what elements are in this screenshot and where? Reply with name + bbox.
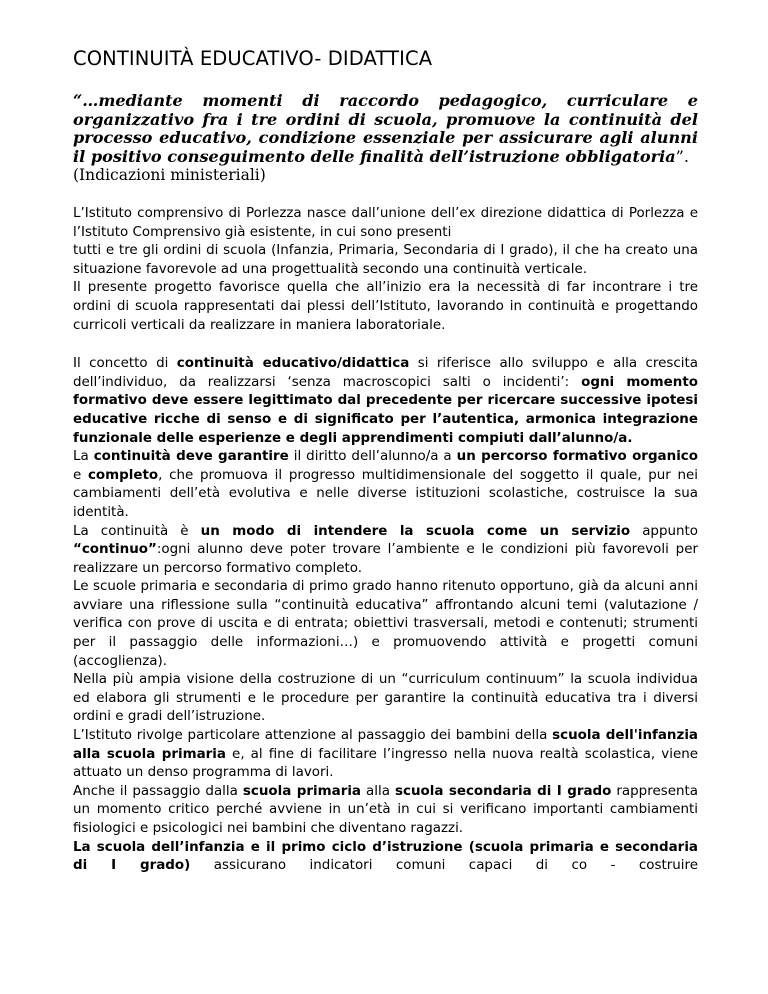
document-page (73, 44, 698, 876)
paragraph-curriculum: Nella più ampia visione della costruzione di un “curriculum continuum” la scuola individua ed elabora gli strumenti e le procedure per garantire la continuità educativa tra i diversi ordini e gradi dell’istruzione. (73, 672, 698, 725)
document-title: CONTINUITÀ EDUCATIVO- DIDATTICA (73, 47, 433, 70)
bold-run: “continuo” (73, 542, 157, 558)
intro-paragraph-1: L’Istituto comprensivo di Porlezza nasce dall’unione dell’ex direzione didattica di Porlezza e l’Istituto Comprensivo già esistente, in cui sono presenti (73, 206, 698, 240)
bold-run: scuola primaria (242, 783, 361, 799)
quote-text: “…mediante momenti di raccordo pedagogico, curriculare e organizzativo fra i tre ordini di scuola, promuove la continuità del processo educativo, condizione essenziale per assicurare agli alunni il positivo conseguimento delle finalità dell’istruzione obbligatoria (73, 91, 698, 166)
text-run: appunto (630, 523, 699, 539)
text-run: La continuità è (73, 523, 201, 539)
text-run: assicurano indicatori comuni capaci di co - costruire (190, 858, 698, 874)
quote (73, 92, 698, 166)
paragraph-secondary (73, 783, 698, 839)
text-run: e (73, 467, 88, 483)
text-run: alla (361, 783, 395, 799)
text-run: :ogni alunno deve poter trovare l’ambiente e le condizioni più favorevoli per realizzare un percorso formativo completo. (73, 542, 698, 576)
text-run: La (73, 449, 94, 465)
paragraph-concept (73, 355, 698, 448)
paragraph-guarantee (73, 448, 698, 522)
bold-run: continuità educativo/didattica (176, 356, 410, 372)
text-run: il diritto dell’alunno/a a (288, 449, 457, 465)
text-run: e, al fine di facilitare l’ingresso nella nuova realtà scolastica, viene attuato un denso programma di lavori. (73, 746, 698, 781)
body-section (73, 355, 698, 876)
bold-run: un modo di intendere la scuola come un servizio (200, 523, 631, 539)
paragraph-service (73, 523, 698, 579)
bold-run: scuola secondaria di I grado (394, 783, 612, 799)
text-run: Anche il passaggio dalla (73, 783, 243, 799)
paragraph-infancy (73, 727, 698, 783)
intro-section (73, 205, 698, 335)
text-run: , che promuova il progresso multidimensionale del soggetto il quale, pur nei cambiamenti dell’età evolutiva e nelle diverse istituzioni scolastiche, costruisce la sua identità. (73, 467, 699, 520)
intro-paragraph-2: tutti e tre gli ordini di scuola (Infanzia, Primaria, Secondaria di I grado), il che ha creato una situazione favorevole ad una progettualità secondo una continuità verticale. (73, 243, 698, 277)
text-run: rappresenta un momento critico perché avviene in un’età in cui si verificano importanti cambiamenti fisiologici e psicologici nei bambini che diventano ragazzi. (73, 783, 698, 836)
paragraph-indicators (73, 839, 698, 876)
quote-source: (Indicazioni ministeriali) (73, 166, 266, 184)
intro-paragraph-3: Il presente progetto favorisce quella che all’inizio era la necessità di far incontrare i tre ordini di scuola rappresentati dai plessi dell’Istituto, lavorando in continuità e progettando curricoli verticali da realizzare in maniera laboratoriale. (73, 280, 698, 333)
quote-end: ”. (675, 146, 689, 166)
bold-run: La scuola dell’infanzia e il primo ciclo d’istruzione (scuola primaria e secondaria di I grado) (73, 839, 698, 874)
paragraph-schools: Le scuole primaria e secondaria di primo grado hanno ritenuto opportuno, già da alcuni anni avviare una riflessione sulla “continuità educativa” affrontando alcuni temi (valutazione / verifica con prove di uscita e di entrata; obiettivi trasversali, metodi e contenuti; strumenti per il passaggio delle informazioni…) e promuovendo attività e progetti comuni (accoglienza). (73, 579, 698, 669)
bold-run: completo (87, 467, 159, 483)
text-run: L’Istituto rivolge particolare attenzione al passaggio dei bambini della (73, 728, 553, 744)
bold-run: un percorso formativo organico (456, 449, 698, 465)
bold-run: ogni momento formativo deve essere legittimato dal precedente per ricercare successive ipotesi educative ricche di senso e di significato per l’autentica, armonica integrazione funzionale delle esperienze e degli apprendimenti compiuti dall’alunno/a. (73, 374, 698, 446)
text-run: si riferisce allo sviluppo e alla crescita dell’individuo, da realizzarsi ‘senza macroscopici salti o incidenti’: (73, 356, 698, 390)
bold-run: continuità deve garantire (93, 449, 289, 465)
bold-run: scuola dell'infanzia alla scuola primaria (73, 728, 698, 762)
text-run: Il concetto di (73, 356, 177, 372)
